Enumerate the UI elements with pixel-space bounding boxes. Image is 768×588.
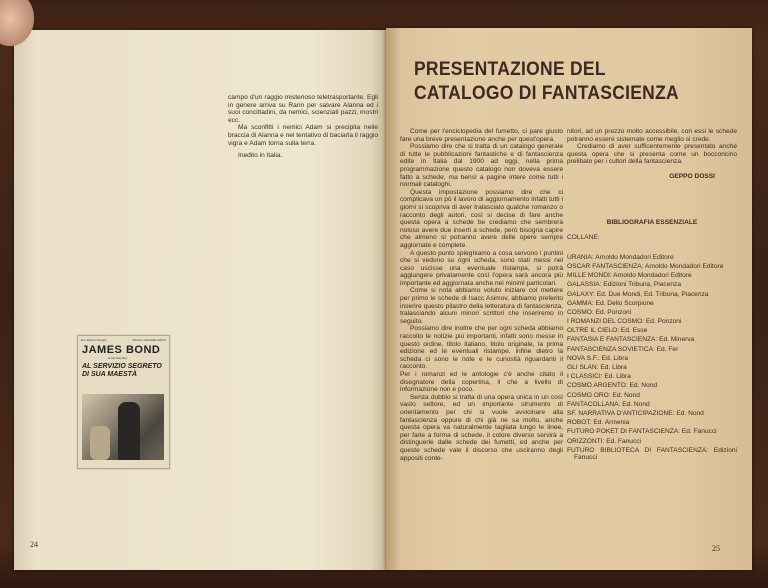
paragraph: Come si nota abbiamo voluto iniziare col mettere per primo le schede di Isacc Asimov, abbiamo preferito inserire questo pilastro della letteratura di fantascienza, tralasciando alcuni minori scrittori che inseriremo in seguito. (400, 287, 563, 325)
bibliography-item: FUTURO POKET DI FANTASCIENZA: Ed. Fanucci (567, 428, 717, 436)
paragraph: Come per l'enciclopedia del fumetto, ci pare giusto fare una breve presentazione anche per quest'opera. (400, 128, 563, 143)
right-page (386, 28, 752, 570)
cover-figure (118, 402, 140, 460)
paragraph: Senza dubbio si tratta di una opera unica in un così vasto settore, ed un importante strumento di orientamento per chi si vuole avvicinare alla fantascienza oppure di chi già ne sa molto, anche questa opera va naturalmente tagliata lungo le linee, per farle a forma di schede, il colore diverso servirà a distinguerle dalle schede dei fumetti, ed anche per queste schede vale il discorso che usciranno degli appositi conte- (400, 393, 563, 462)
paragraph: Possiamo dire che si tratta di un catalogo generale di tutte le pubblicazioni fantastiche e di fantascienza edite in Italia dal 1900 ad oggi, nella prima programmazione questo catalogo non doveva essere fatto a schede, ma bensì a pagine intere come tutti i normali cataloghi. (400, 143, 563, 189)
paragraph: Possiamo dire inoltre che per ogni scheda abbiamo raccolto le notizie più importanti, infatti sono messe in questo ordine, titolo italiano, titolo originale, la prima edizione ed le eventuali ristampe, infine dietro la scheda ci sono le note e le curiosità riguardanti il racconto. (400, 325, 563, 371)
bibliography-item: ROBOT: Ed. Armenia (567, 419, 630, 427)
bibliography-item: MILLE MONDI: Arnoldo Mondadori Editore (567, 272, 692, 280)
bibliography-item: ORIZZONTI: Ed. Fanucci (567, 437, 642, 445)
bibliography-item: COSMO ARGENTO: Ed. Nond (567, 382, 658, 390)
paragraph: Crediamo di aver sufficentemente presentato anche questa opera che si presenta come un bocconcino prelibato per i cultori della fantascienza. (567, 143, 737, 166)
paragraph: Ma sconfitti i nemici Adam si precipita nelle braccia di Alanna e nel tentativo di baciarla il raggio vigra e Adam torna sulla terra. (228, 124, 378, 147)
bibliography-list (567, 254, 737, 462)
cover-figure (90, 426, 110, 460)
bibliography-item: I CLASSICI: Ed. Libra (567, 373, 631, 381)
signature: GEPPO DOSSI (669, 172, 715, 180)
bibliography-item: FANTACOLLANA: Ed. Nond (567, 400, 650, 408)
paragraph: Questa impostazione possiamo dire che ci complicava un pò il lavoro di aggiornamento infatti tutti i giorni si scopriva di aver tralasciato qualche romanzo o racconto degli autori, così si decise di fare anche questa opera a schede be crediamo che sembrerà noioso avere due inserti a schede, però bisogna capire che almeno si potranno avere delle opere sempre aggiornate e complete. (400, 188, 563, 249)
bibliography-item: NOVA S.F.: Ed. Libra (567, 354, 629, 362)
bibliography-heading: BIBLIOGRAFIA ESSENZIALE (606, 218, 698, 226)
bibliography-item: FANTASCIENZA SOVIETICA: Ed. Fer (567, 345, 679, 353)
bibliography-item: COSMO ORO: Ed. Nond (567, 391, 640, 399)
bibliography-item: URANIA: Arnoldo Mondadori Editore (567, 253, 674, 261)
book-cover-thumbnail (77, 335, 170, 469)
paragraph: A questo punto spieghiamo a cosa servono i puntini che si vedono su ogni scheda, sono stati messi nel caso uscisse una eventuale ristampa, si potrà aggiungere privatamente così l'opera sarà ancora più importante ed aggiornata anche nei minimi particolari. (400, 249, 563, 287)
collane-label: COLLANE: (567, 234, 600, 242)
bibliography-item: I ROMANZI DEL COSMO: Ed. Ponzoni (567, 318, 682, 326)
cover-author: di Ian Fleming (108, 356, 127, 360)
bibliography-item: OSCAR FANTASCIENZA: Arnoldo Mondadori Editore (567, 262, 724, 270)
bibliography-item: GALASSIA: Edizioni Tribuna, Piacenza (567, 281, 681, 289)
page-title: PRESENTAZIONE DEL CATALOGO DI FANTASCIENZA (414, 59, 679, 104)
paragraph: nitori, ad un prezzo molto accessibile, con essi le schede potranno essere sistemate come meglio si crede. (567, 128, 737, 143)
bibliography-item: GALAXY: Ed. Due Mondi, Ed. Tribuna, Piacenza (567, 290, 709, 298)
cover-title: JAMES BOND (82, 344, 161, 356)
bibliography-item: FANTASIA E FANTASCIENZA: Ed. Minerva (567, 336, 695, 344)
left-page (14, 30, 386, 570)
bibliography-item: COSMO: Ed. Ponzoni (567, 308, 632, 316)
page-number: 25 (712, 544, 720, 553)
thumb-finger (0, 0, 34, 46)
cover-publisher: Ed. dell'Ammiraglio (81, 338, 107, 342)
bibliography-item: OLTRE IL CIELO: Ed. Esse (567, 327, 648, 335)
left-page-text (228, 94, 378, 160)
bibliography-item: GLI SLAN: Ed. Libra (567, 364, 627, 371)
text-column-1 (400, 128, 563, 462)
cover-subtitle: AL SERVIZIO SEGRETO DI SUA MAESTÀ (82, 363, 162, 378)
bibliography-item: GAMMA: Ed. Dello Scorpione (567, 299, 654, 307)
bibliography-item: SF. NARRATIVA D'ANTICIPAZIONE: Ed. Nond (567, 409, 704, 417)
bibliography-item: FUTURO BIBLIOTECA DI FANTASCIENZA: Edizioni Fanucci (567, 446, 737, 462)
page-number: 24 (30, 540, 38, 549)
cover-series: Rivista: GRANDE MANO (132, 338, 166, 342)
text-column-2 (567, 128, 737, 463)
paragraph: campo d'un raggio misterioso teletrasportante. Egli in genere arriva su Rann per salvare Alanna ed i suoi concittadini, da nemici, scienziati pazzi, mostri ecc. (228, 94, 378, 124)
paragraph: Inedito in Italia. (238, 152, 283, 160)
paragraph: Per i romanzi ed le antologie c'è anche citato il disegnatore della copertina, il che a livello di informazione non e poco. (400, 371, 563, 394)
